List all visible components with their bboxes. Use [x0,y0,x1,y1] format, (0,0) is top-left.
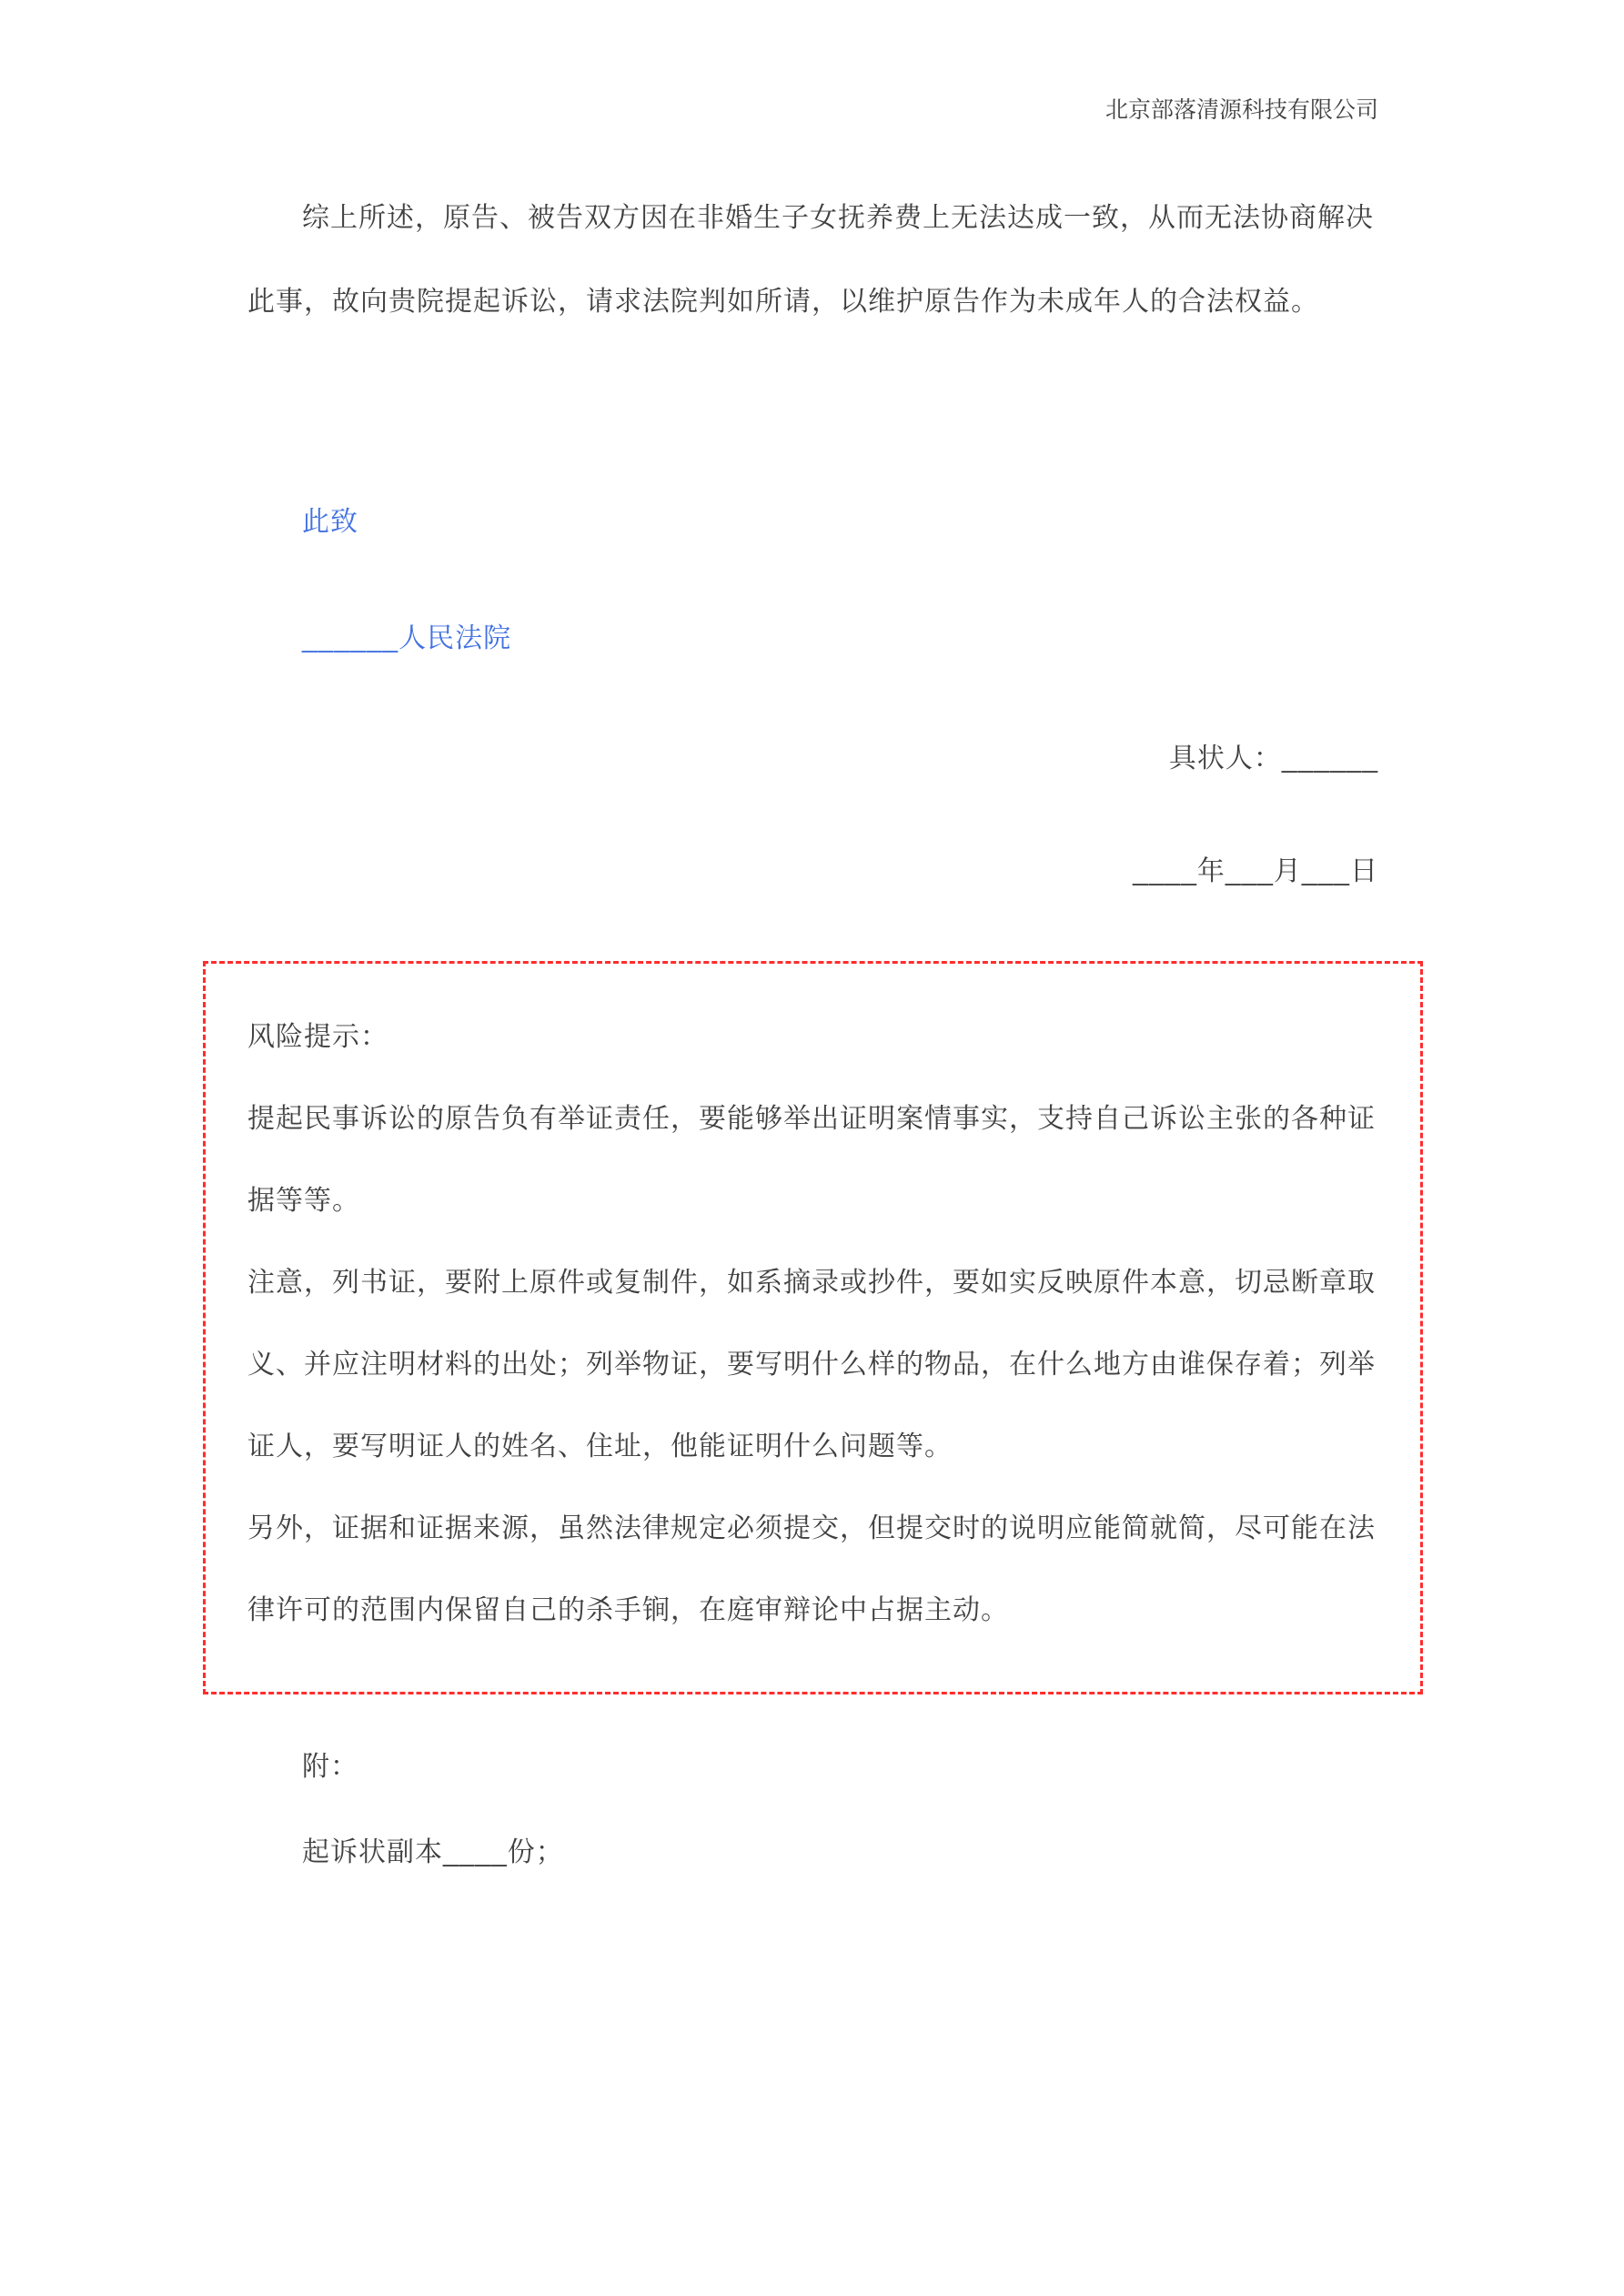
risk-note-paragraph-1: 提起民事诉讼的原告负有举证责任，要能够举出证明案情事实，支持自己诉讼主张的各种证据等等。 [247,1104,1376,1216]
risk-note-paragraph-2: 注意，列书证，要附上原件或复制件，如系摘录或抄件，要如实反映原件本意，切忌断章取义、并应注明材料的出处；列举物证，要写明什么样的物品，在什么地方由谁保存着；列举证人，要写明证人的姓名、住址，他能证明什么问题等。 [247,1268,1376,1462]
risk-note-box [203,961,1423,1694]
attachment-item: 起诉状副本____份； [302,1837,564,1867]
company-name-header: 北京部落清源科技有限公司 [1105,97,1378,123]
risk-note-paragraph-3: 另外，证据和证据来源，虽然法律规定必须提交，但提交时的说明应能简就简，尽可能在法律许可的范围内保留自己的杀手锏，在庭审辩论中占据主动。 [247,1513,1376,1625]
salutation-line: 此致 [302,507,358,537]
date-line: ____年___月___日 [1133,856,1378,886]
signer-line: 具状人：______ [1168,743,1378,774]
attachment-label: 附： [302,1752,358,1782]
closing-summary-paragraph: 综上所述，原告、被告双方因在非婚生子女抚养费上无法达成一致，从而无法协商解决此事，故向贵院提起诉讼，请求法院判如所请，以维护原告作为未成年人的合法权益。 [247,203,1374,317]
risk-note-title: 风险提示： [247,1022,388,1052]
court-name-line: ______人民法院 [302,623,512,653]
